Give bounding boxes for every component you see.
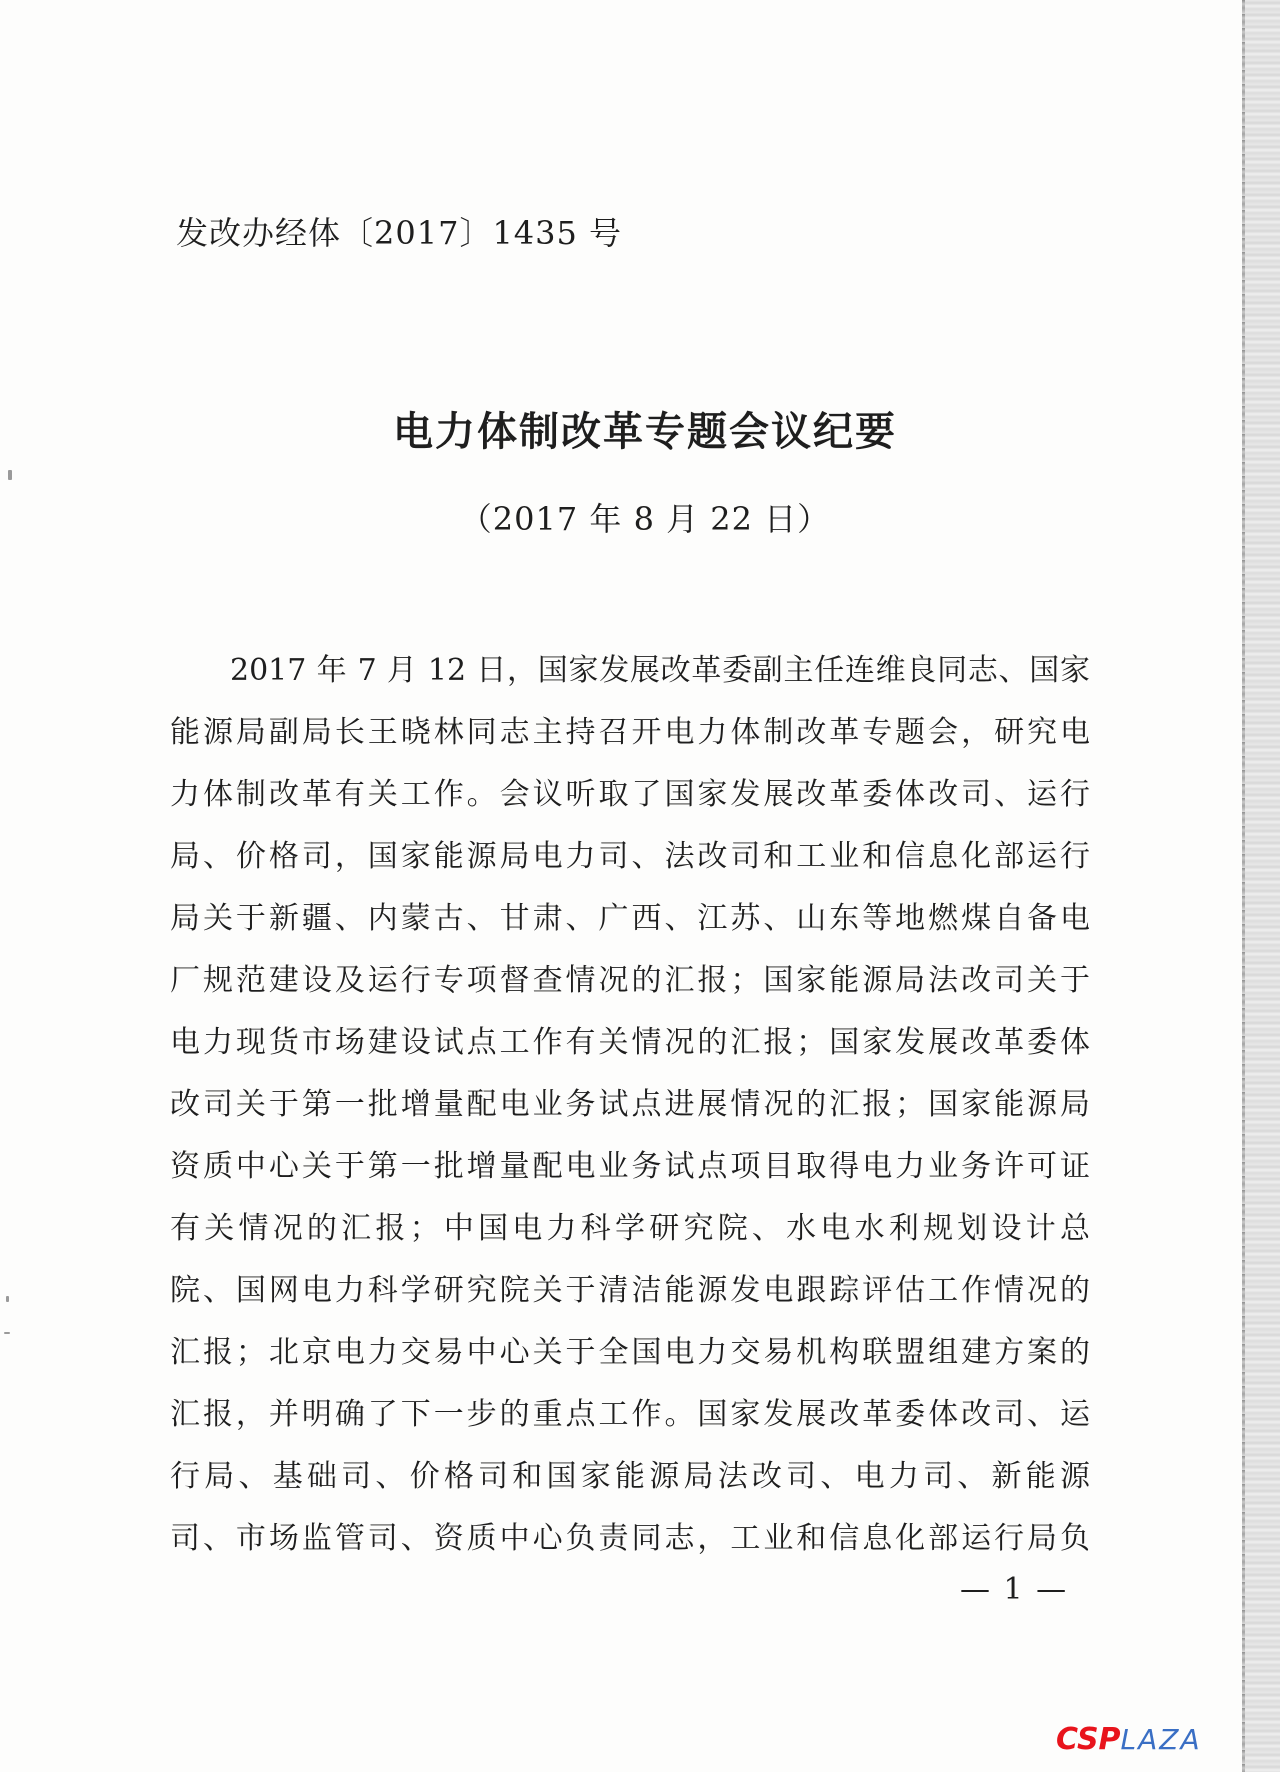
scan-speck	[8, 470, 12, 480]
document-number: 发改办经体〔2017〕1435 号	[176, 214, 623, 252]
scan-edge	[1242, 0, 1280, 1772]
body-line: 电力现货市场建设试点工作有关情况的汇报；国家发展改革委体	[170, 1025, 1090, 1060]
scan-speck	[6, 1296, 9, 1302]
watermark-brand-red: CSP	[1056, 1722, 1121, 1757]
body-paragraph	[170, 640, 1090, 1570]
scan-speck	[4, 1332, 10, 1334]
body-line: 汇报，并明确了下一步的重点工作。国家发展改革委体改司、运	[170, 1397, 1090, 1432]
body-line: 司、市场监管司、资质中心负责同志，工业和信息化部运行局负	[170, 1521, 1090, 1556]
body-line: 汇报；北京电力交易中心关于全国电力交易机构联盟组建方案的	[170, 1335, 1090, 1370]
body-line: 能源局副局长王晓林同志主持召开电力体制改革专题会，研究电	[170, 715, 1090, 750]
csplaza-watermark-logo	[1056, 1722, 1266, 1762]
document-date: （2017 年 8 月 22 日）	[459, 500, 831, 538]
body-line: 厂规范建设及运行专项督查情况的汇报；国家能源局法改司关于	[170, 963, 1090, 998]
body-line: 局、价格司，国家能源局电力司、法改司和工业和信息化部运行	[170, 839, 1090, 874]
body-line: 行局、基础司、价格司和国家能源局法改司、电力司、新能源	[170, 1459, 1090, 1494]
body-line: 院、国网电力科学研究院关于清洁能源发电跟踪评估工作情况的	[170, 1273, 1090, 1308]
page-number: — 1 —	[960, 1572, 1069, 1607]
body-line: 2017 年 7 月 12 日，国家发展改革委副主任连维良同志、国家	[230, 653, 1090, 688]
body-line: 力体制改革有关工作。会议听取了国家发展改革委体改司、运行	[170, 777, 1090, 812]
body-line: 资质中心关于第一批增量配电业务试点项目取得电力业务许可证	[170, 1149, 1090, 1184]
body-line: 局关于新疆、内蒙古、甘肃、广西、江苏、山东等地燃煤自备电	[170, 901, 1090, 936]
document-title: 电力体制改革专题会议纪要	[393, 409, 897, 455]
watermark-brand-blue: LAZA	[1120, 1723, 1202, 1756]
body-line: 有关情况的汇报；中国电力科学研究院、水电水利规划设计总	[170, 1211, 1090, 1246]
body-line: 改司关于第一批增量配电业务试点进展情况的汇报；国家能源局	[170, 1087, 1090, 1122]
